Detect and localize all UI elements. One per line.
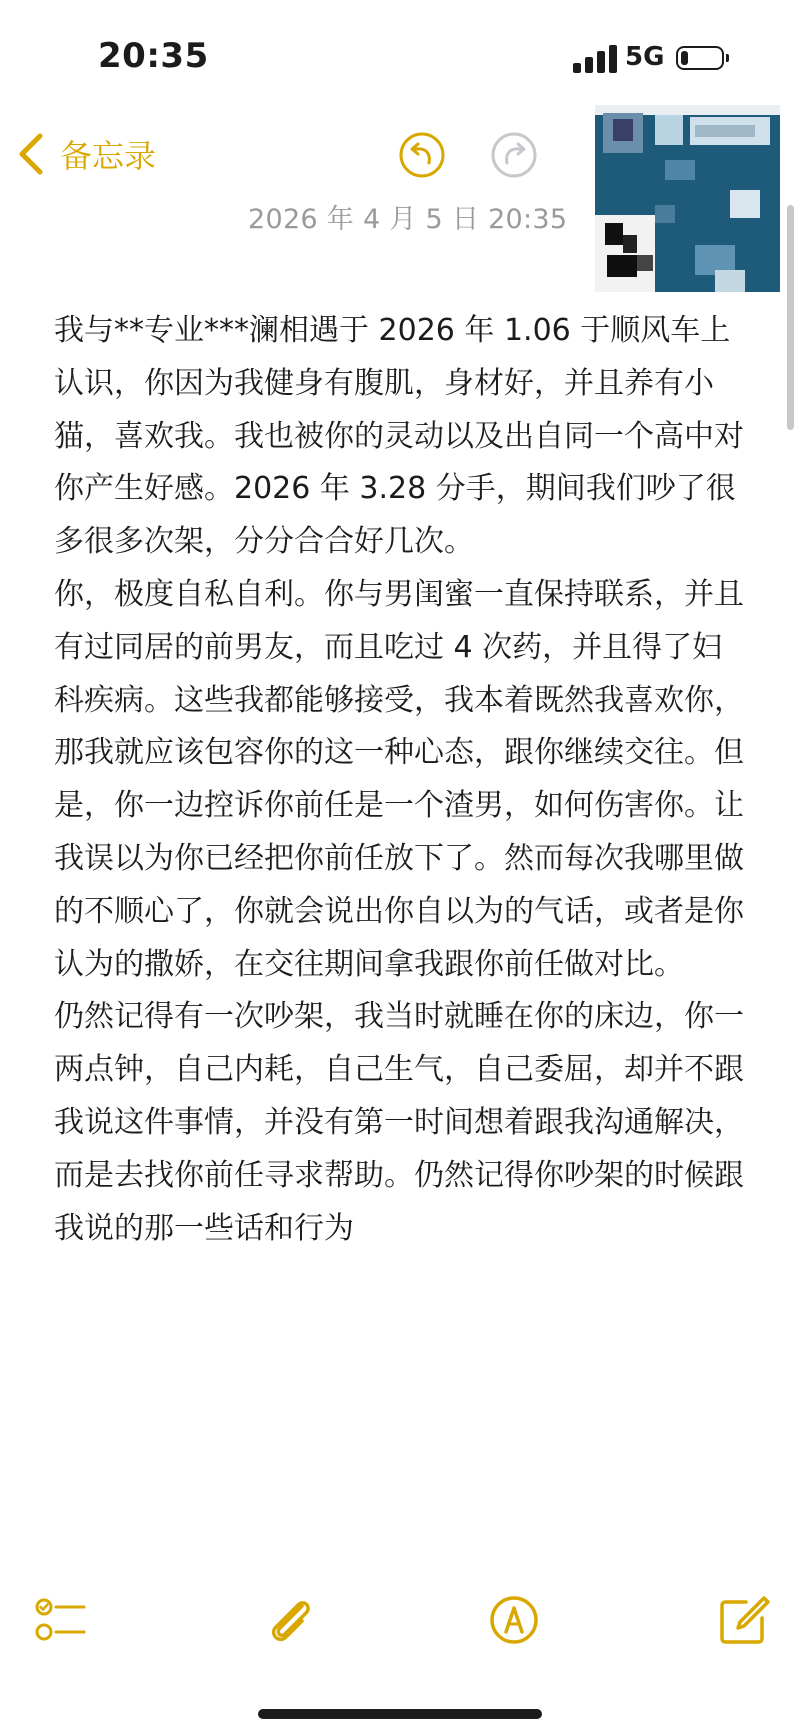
scrollbar[interactable]: [787, 205, 794, 430]
pen-markup-icon[interactable]: [486, 1594, 542, 1646]
signal-icon: [573, 45, 619, 73]
note-date: 2026 年 4 月 5 日 20:35: [248, 204, 568, 235]
network-label: 5G: [625, 42, 665, 72]
chevron-left-icon: [16, 132, 46, 176]
undo-icon[interactable]: [398, 131, 446, 179]
note-paragraph: 仍然记得有一次吵架，我当时就睡在你的床边，你一两点钟，自己内耗，自己生气，自己委屈，却并不跟我说这件事情，并没有第一时间想着跟我沟通解决，而是去找你前任寻求帮助。仍然记得你吵架的时候跟我说的那一些话和行为: [54, 999, 744, 1246]
checklist-icon[interactable]: [34, 1594, 90, 1646]
pixelated-thumbnail-image: [595, 105, 780, 292]
status-time: 20:35: [98, 36, 209, 76]
back-button[interactable]: [16, 129, 156, 179]
note-paragraph: 我与**专业***澜相遇于 2026 年 1.06 于顺风车上认识，你因为我健身有腹肌，身材好，并且养有小猫，喜欢我。我也被你的灵动以及出自同一个高中对你产生好感。2026 年 3.28 分手，期间我们吵了很多很多次架，分分合合好几次。: [54, 313, 744, 560]
redo-icon[interactable]: [490, 131, 538, 179]
paperclip-icon[interactable]: [262, 1594, 318, 1646]
home-indicator[interactable]: [258, 1709, 542, 1719]
note-body[interactable]: [54, 305, 744, 1255]
back-label: 备忘录: [60, 137, 157, 175]
battery-icon: [676, 46, 724, 70]
status-bar: [0, 0, 800, 110]
compose-icon[interactable]: [716, 1594, 772, 1646]
bottom-toolbar: [0, 1570, 800, 1670]
note-paragraph: 你，极度自私自利。你与男闺蜜一直保持联系，并且有过同居的前男友，而且吃过 4 次药，并且得了妇科疾病。这些我都能够接受，我本着既然我喜欢你，那我就应该包容你的这一种心态，跟你继续交往。但是，你一边控诉你前任是一个渣男，如何伤害你。让我误以为你已经把你前任放下了。然而每次我哪里做的不顺心了，你就会说出你自以为的气话，或者是你认为的撒娇，在交往期间拿我跟你前任做对比。: [54, 576, 744, 982]
